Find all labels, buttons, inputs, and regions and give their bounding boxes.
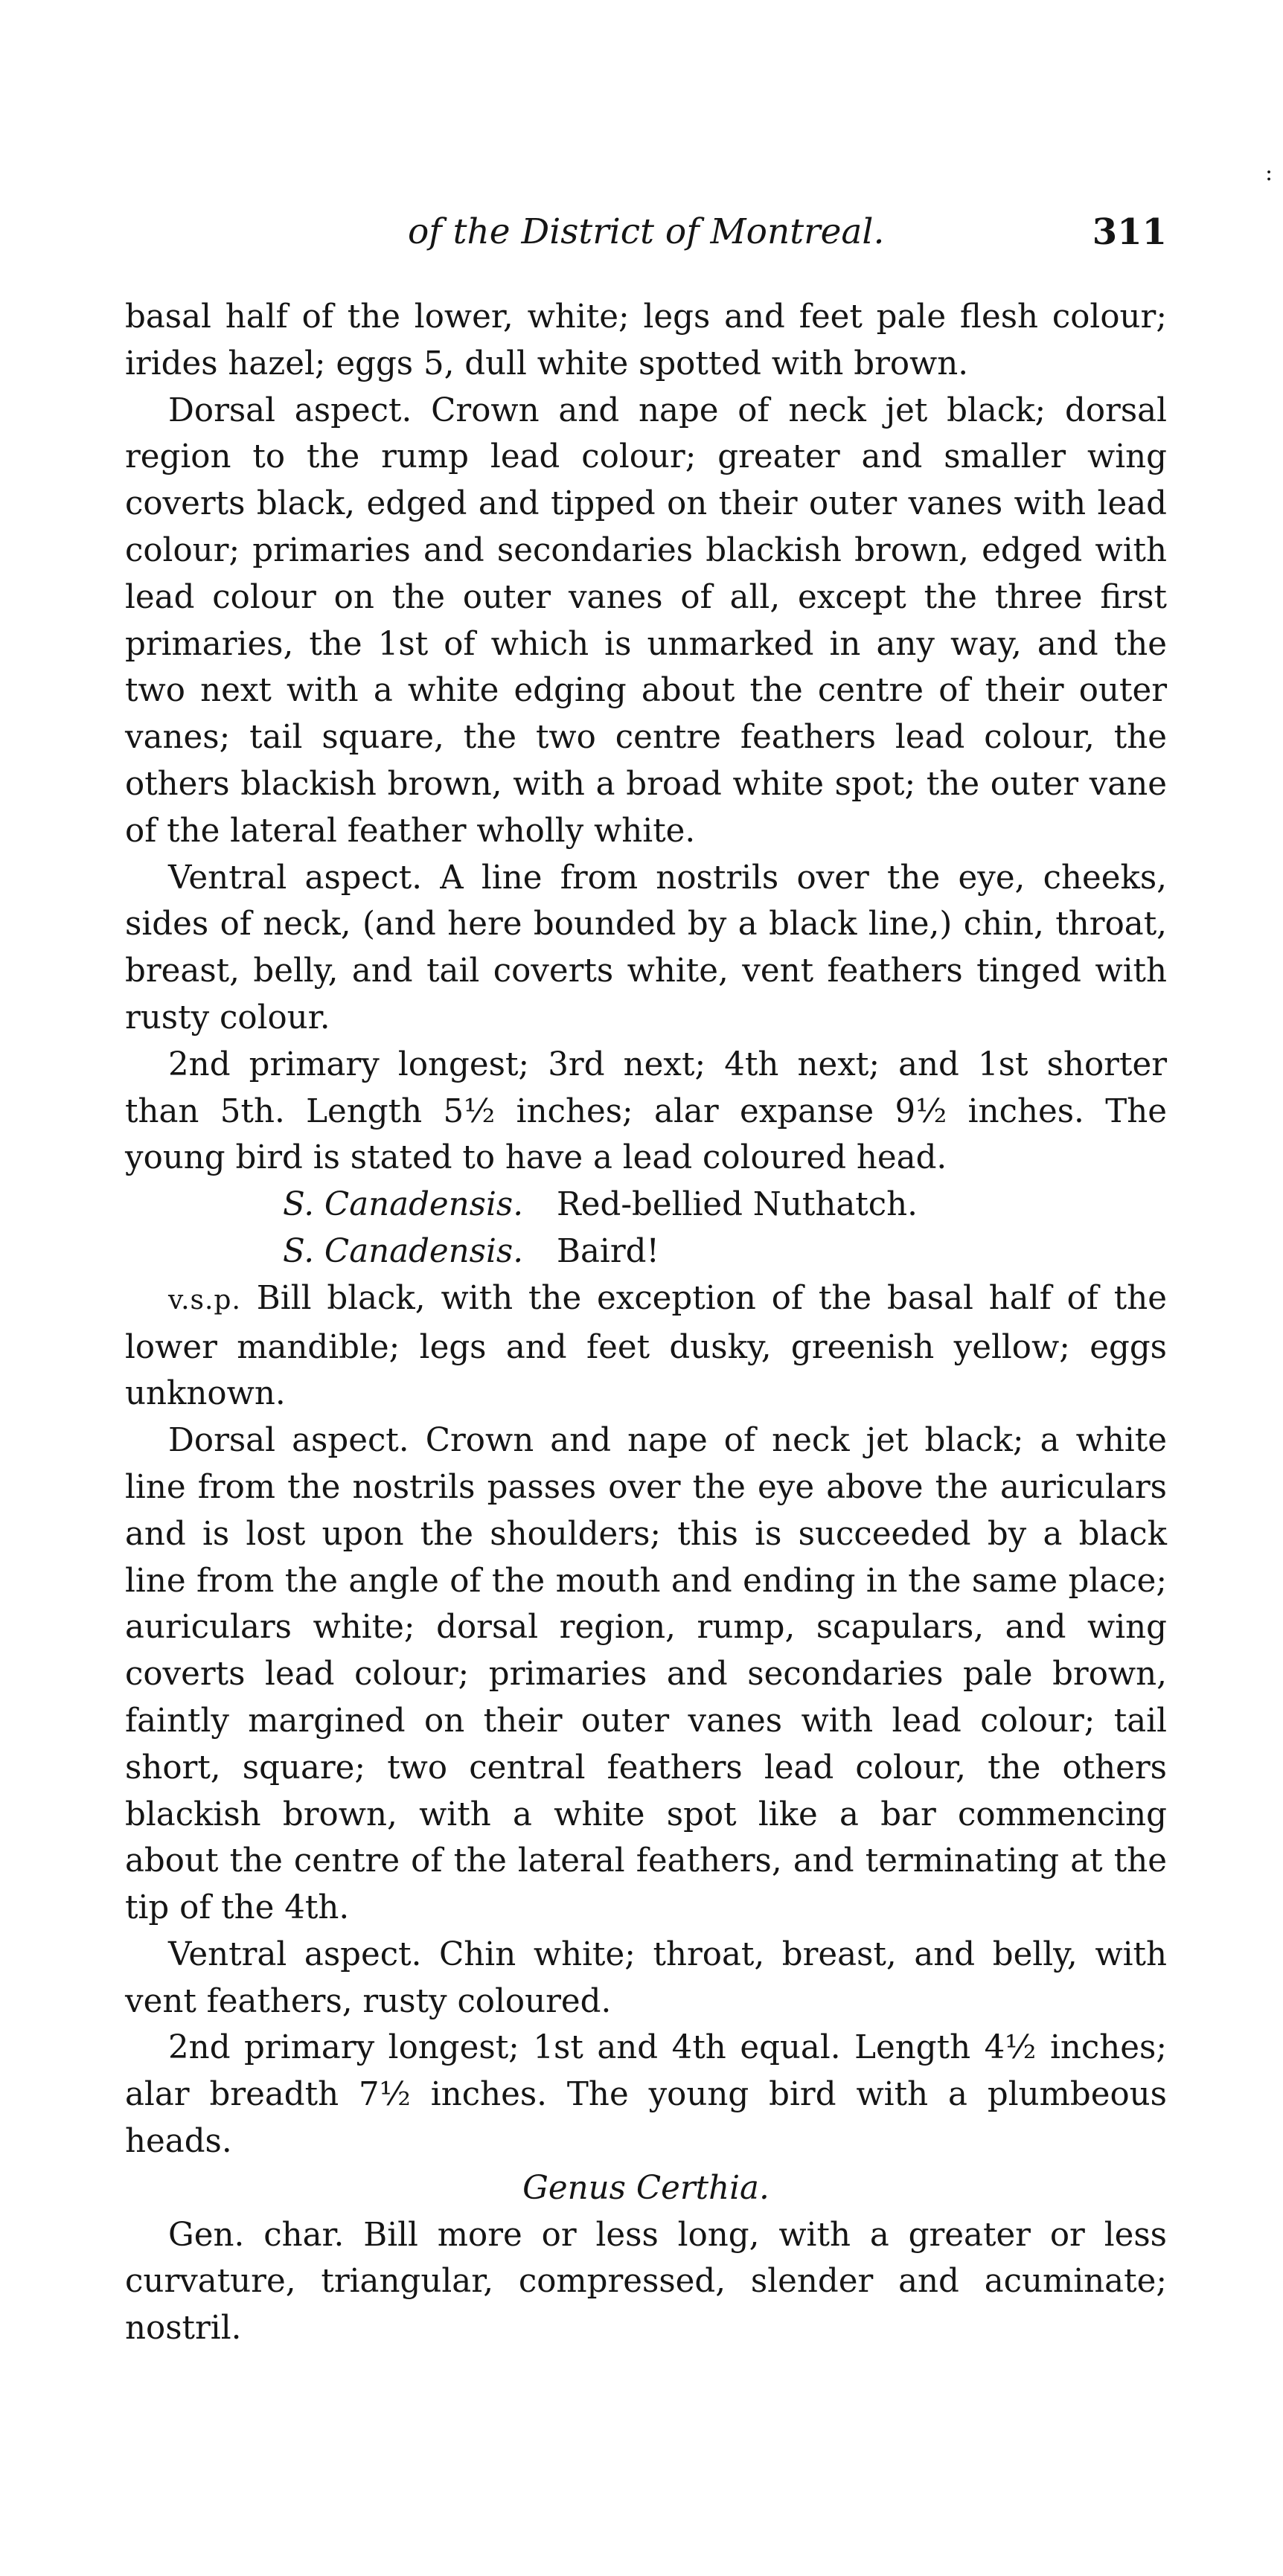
paragraph-measurements: 2nd primary longest; 3rd next; 4th next; and 1st shorter than 5th. Length 5½ inches; alar expanse 9½ inches. The young bird is stated to have a lead coloured head.: [125, 1045, 1167, 1177]
paragraph-genus-character: Gen. char. Bill more or less long, with a greater or less curvature, triangular, compressed, slender and acuminate; nostril.: [125, 2216, 1167, 2348]
species-common-name: Red-bellied Nuthatch.: [557, 1186, 918, 1224]
paragraph-dorsal-aspect: Dorsal aspect. Crown and nape of neck jet black; dorsal region to the rump lead colour; greater and smaller wing coverts black, edged and tipped on their outer vanes with lead colour; primaries and secondaries blackish brown, edged with lead colour on the outer vanes of all, except the three first primaries, the 1st of which is unmarked in any way, and the two next with a white edging about the centre of their outer vanes; tail square, the two centre feathers lead colour, the others blackish brown, with a broad white spot; the outer vane of the lateral feather wholly white.: [125, 391, 1167, 850]
species-heading: [125, 1182, 1167, 1228]
running-title: of the District of Montreal.: [408, 211, 885, 252]
paragraph-dorsal-aspect-2: Dorsal aspect. Crown and nape of neck jet black; a white line from the nostrils passes over the eye above the auriculars and is lost upon the shoulders; this is succeeded by a black line from the angle of the mouth and ending in the same place; auriculars white; dorsal region, rump, scapulars, and wing coverts lead colour; primaries and secondaries pale brown, faintly margined on their outer vanes with lead colour; tail short, square; two central feathers lead colour, the others blackish brown, with a white spot like a bar commencing about the centre of the lateral feathers, and terminating at the tip of the 4th.: [125, 1422, 1167, 1927]
margin-mark: :: [1265, 160, 1273, 186]
paragraph-vsp: [125, 1275, 1167, 1417]
vsp-label: v.s.p.: [168, 1284, 241, 1316]
genus-heading: Genus Certhia.: [522, 2169, 770, 2207]
synonym-authority: Baird!: [557, 1232, 659, 1270]
paragraph-ventral-aspect: Ventral aspect. A line from nostrils over the eye, cheeks, sides of neck, (and here bounded by a black line,) chin, throat, breast, belly, and tail coverts white, vent feathers tinged with rusty colour.: [125, 859, 1167, 1037]
paragraph-ventral-aspect-2: Ventral aspect. Chin white; throat, breast, and belly, with vent feathers, rusty coloured.: [125, 1935, 1167, 2020]
synonym-scientific-name: S. Canadensis.: [283, 1232, 524, 1270]
page-header: [125, 210, 1167, 269]
page-number: 311: [1092, 211, 1167, 253]
body-text: [125, 294, 1167, 2352]
paragraph-continued: basal half of the lower, white; legs and feet pale flesh colour; irides hazel; eggs 5, dull white spotted with brown.: [125, 298, 1167, 382]
vsp-text: Bill black, with the exception of the basal half of the lower mandible; legs and feet dusky, greenish yellow; eggs unknown.: [125, 1279, 1167, 1413]
species-scientific-name: S. Canadensis.: [283, 1186, 524, 1224]
species-synonym: [125, 1228, 1167, 1275]
paragraph-measurements-2: 2nd primary longest; 1st and 4th equal. Length 4½ inches; alar breadth 7½ inches. The young bird with a plumbeous heads.: [125, 2029, 1167, 2161]
